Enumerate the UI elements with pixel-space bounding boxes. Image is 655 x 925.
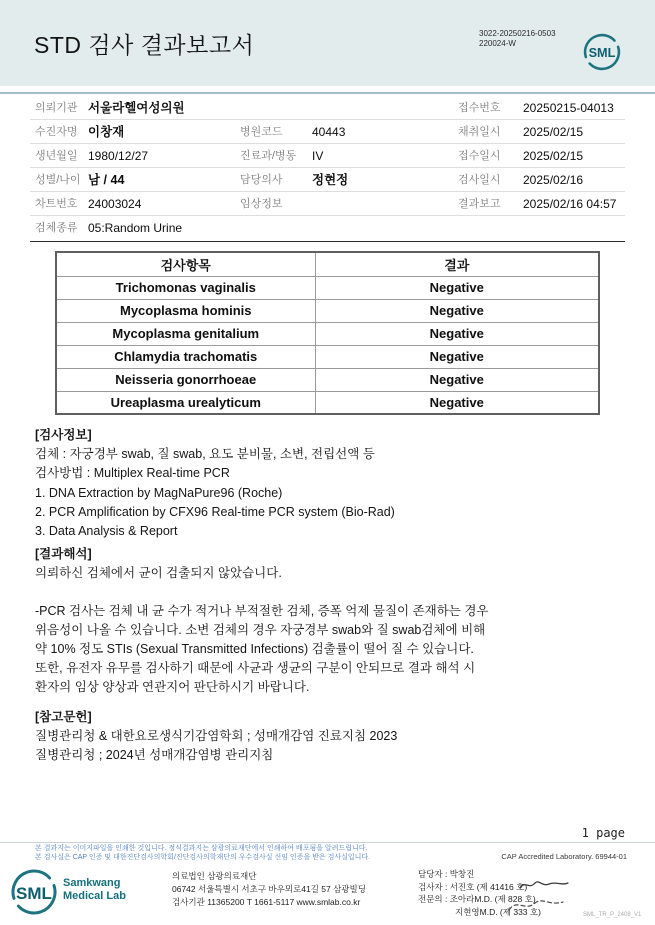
info-label: 결과보고 [458, 198, 501, 210]
test-name: Trichomonas vaginalis [56, 276, 315, 299]
info-value: 이창재 [88, 125, 125, 139]
info-value: 2025/02/15 [523, 149, 584, 163]
table-row [56, 345, 599, 368]
info-label: 접수번호 [458, 102, 501, 114]
info-value: 정현정 [312, 173, 349, 187]
report-code-1: 3022-20250216-0503 [479, 29, 556, 38]
lab-contact: 검사기관 11365200 T 1661-5117 www.smlab.co.kr [172, 897, 361, 907]
test-result: Negative [315, 368, 599, 391]
info-label: 수진자명 [35, 126, 78, 138]
info-value: 서울라헬여성의원 [88, 101, 185, 115]
info-value: 20250215-04013 [523, 101, 614, 115]
info-label: 접수일시 [458, 150, 501, 162]
lab-address: 06742 서울특별시 서초구 바우뫼로41길 57 삼광빌딩 [172, 884, 366, 894]
lab-org-name: 의료법인 삼광의료재단 [172, 871, 257, 881]
header-divider [0, 92, 655, 94]
reference-line: 질병관리청 ; 2024년 성매개감염병 관리지침 [35, 748, 274, 763]
info-label: 검사일시 [458, 174, 501, 186]
column-header-item: 검사항목 [56, 252, 315, 276]
signature-specialist [505, 894, 567, 923]
info-row [30, 168, 625, 192]
spacer [35, 698, 620, 708]
test-result: Negative [315, 322, 599, 345]
reference-line: 질병관리청 & 대한요로생식기감염학회 ; 성매개감염 진료지침 2023 [35, 728, 398, 743]
results-table [55, 251, 600, 415]
test-name: Mycoplasma genitalium [56, 322, 315, 345]
info-value: 2025/02/16 04:57 [523, 197, 617, 211]
test-name: Mycoplasma hominis [56, 299, 315, 322]
info-row [30, 144, 625, 168]
info-label: 검체종류 [35, 222, 78, 234]
info-label: 임상정보 [240, 198, 283, 210]
staff-specialist-2: 지현영M.D. (제 333 호) [455, 906, 541, 917]
test-name: Ureaplasma urealyticum [56, 391, 315, 414]
report-barcode-codes [479, 29, 556, 48]
document-version-code: SML_TR_P_2408_V1 [583, 912, 642, 918]
interpretation-line: -PCR 검사는 검체 내 균 수가 적거나 부적절한 검체, 증폭 억제 물질이 존재하는 경우 [35, 603, 489, 618]
info-label: 의뢰기관 [35, 102, 78, 114]
test-result: Negative [315, 276, 599, 299]
sml-footer-logo-icon [8, 866, 60, 923]
interpretation-line: 또한, 유전자 유무를 검사하기 때문에 사균과 생균의 구분이 안되므로 결과 해석 시 [35, 661, 476, 676]
info-label: 차트번호 [35, 198, 78, 210]
test-info-line: 1. DNA Extraction by MagNaPure96 (Roche) [35, 485, 283, 500]
lab-name-line: Medical Lab [63, 890, 126, 902]
info-label: 생년월일 [35, 150, 78, 162]
footer-disclaimer [35, 845, 370, 862]
staff-manager: 담당자 : 박창진 [418, 869, 475, 879]
info-value: 남 / 44 [88, 173, 125, 187]
test-result: Negative [315, 299, 599, 322]
interpretation-summary: 의뢰하신 검체에서 균이 검출되지 않았습니다. [35, 566, 282, 581]
section-heading-interpretation: [결과해석] [35, 547, 92, 562]
info-value: 2025/02/16 [523, 173, 584, 187]
report-code-2: 220024-W [479, 38, 516, 48]
interpretation-line: 환자의 임상 양상과 연관지어 판단하시기 바랍니다. [35, 680, 310, 695]
info-label: 진료과/병동 [240, 150, 297, 162]
test-name: Neisseria gonorrhoeae [56, 368, 315, 391]
info-value: 1980/12/27 [88, 149, 149, 163]
page-title: STD 검사 결과보고서 [34, 32, 255, 58]
disclaimer-line: 본 결과지는 이미지파일을 인쇄한 것입니다. 정식결과지는 삼광의료재단에서 인쇄하여 배포됨을 알려드립니다. [35, 845, 368, 852]
info-row-specimen [30, 216, 625, 242]
staff-examiner: 검사자 : 서진호 (제 41416 호) [418, 881, 528, 892]
info-value: 40443 [312, 125, 346, 139]
sml-logo-icon [580, 30, 624, 79]
test-result: Negative [315, 391, 599, 414]
cap-accreditation-label: CAP Accredited Laboratory. 69944-01 [501, 852, 627, 861]
info-value: IV [312, 149, 324, 163]
test-info-line: 3. Data Analysis & Report [35, 524, 178, 539]
table-row [56, 368, 599, 391]
table-row [56, 322, 599, 345]
svg-text:SML: SML [16, 884, 52, 903]
staff-specialist-1: 전문의 : 조아라M.D. (제 828 호) [418, 894, 536, 904]
page-number: 1 page [581, 826, 625, 840]
info-value: 2025/02/15 [523, 125, 584, 139]
info-value: 05:Random Urine [88, 221, 183, 235]
test-info-line: 2. PCR Amplification by CFX96 Real-time PCR system (Bio-Rad) [35, 504, 395, 519]
section-heading-test-info: [검사정보] [35, 428, 92, 442]
info-label: 채취일시 [458, 126, 501, 138]
spacer [35, 584, 620, 602]
results-header-row [56, 252, 599, 276]
patient-info-grid [30, 96, 625, 242]
info-label: 병원코드 [240, 126, 283, 138]
test-info-line: 검체 : 자궁경부 swab, 질 swab, 요도 분비물, 소변, 전립선액 등 [35, 447, 375, 462]
lab-address-block [172, 870, 366, 909]
interpretation-line: 약 10% 정도 STIs (Sexual Transmitted Infections) 검출률이 떨어 질 수 있습니다. [35, 642, 474, 657]
info-row [30, 192, 625, 216]
info-row [30, 120, 625, 144]
test-result: Negative [315, 345, 599, 368]
lab-name [63, 877, 126, 903]
svg-text:SML: SML [588, 46, 616, 61]
lab-name-line: Samkwang [63, 877, 121, 889]
section-heading-references: [참고문헌] [35, 709, 92, 724]
table-row [56, 276, 599, 299]
table-row [56, 299, 599, 322]
info-label: 담당의사 [240, 174, 283, 186]
table-row [56, 391, 599, 414]
test-name: Chlamydia trachomatis [56, 345, 315, 368]
disclaimer-line: 본 검사실은 CAP 인증 및 대한진단검사의학회/진단검사의학재단의 우수검사실 신임 인증을 받은 검사실입니다. [35, 853, 371, 861]
info-value: 24003024 [88, 197, 142, 211]
info-label: 성별/나이 [35, 174, 81, 186]
test-info-line: 검사방법 : Multiplex Real-time PCR [35, 466, 230, 481]
info-row [30, 96, 625, 120]
footer-divider [0, 842, 655, 843]
interpretation-line: 위음성이 나올 수 있습니다. 소변 검체의 경우 자궁경부 swab와 질 swab검체에 비해 [35, 622, 486, 637]
column-header-result: 결과 [315, 252, 599, 276]
report-body-text [35, 426, 620, 765]
